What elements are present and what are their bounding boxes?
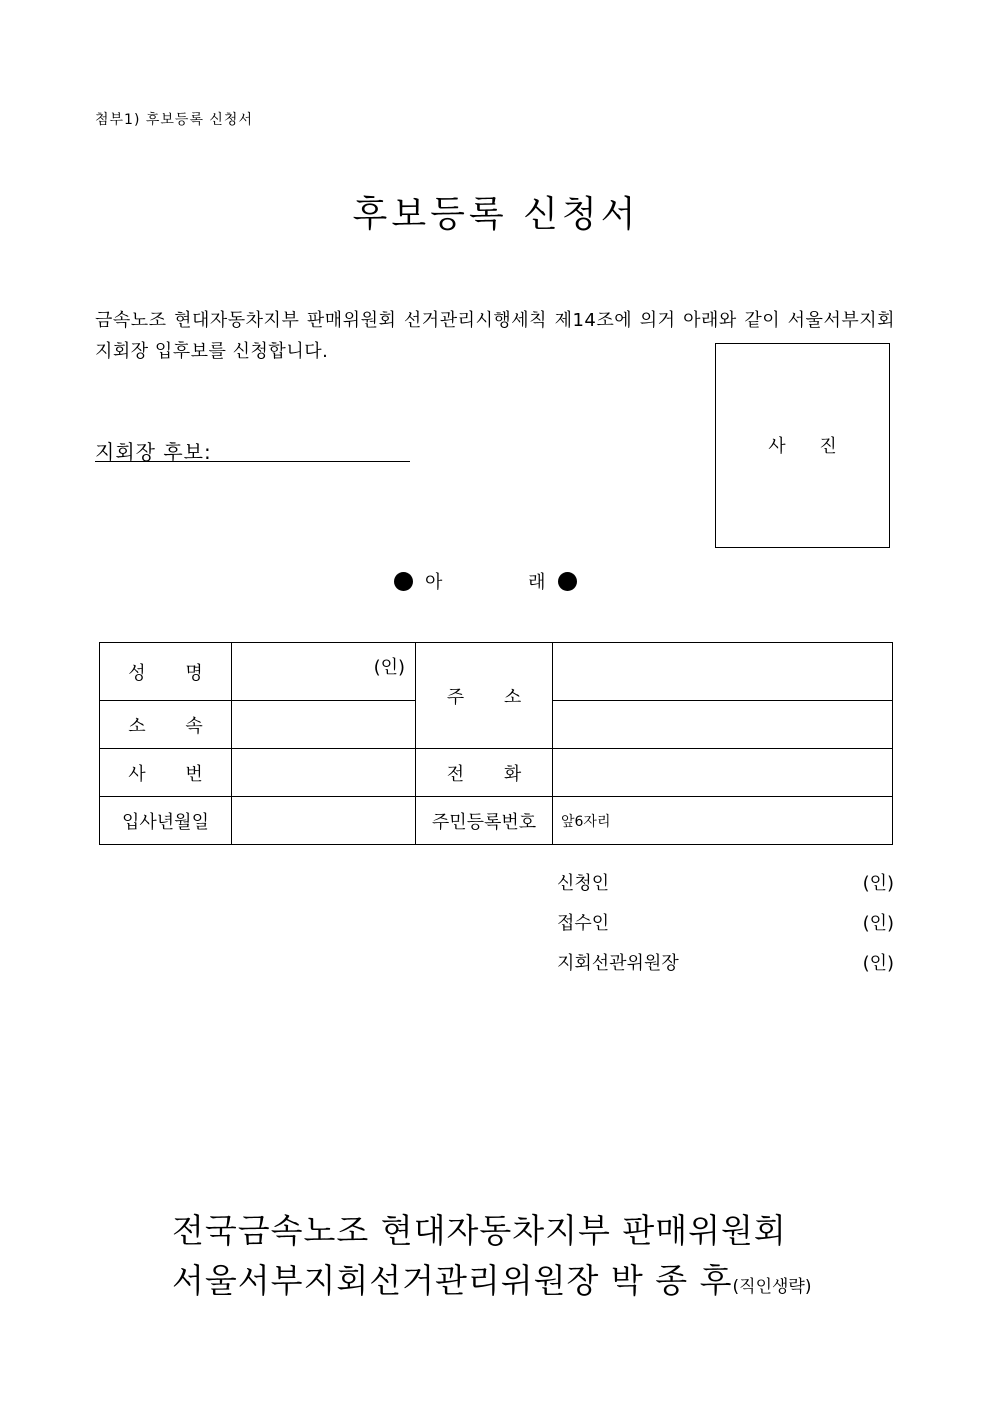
resident-no-label: 주민등록번호 [416, 797, 553, 845]
name-label: 성 명 [100, 643, 232, 701]
candidate-label: 지회장 후보: [95, 440, 212, 464]
bullet-dot-icon [558, 572, 577, 591]
footer-org-line: 전국금속노조 현대자동차지부 판매위원회 [172, 1211, 787, 1250]
candidate-info-table [99, 642, 893, 845]
table-row [100, 643, 893, 701]
signature-seal: (인) [862, 953, 894, 974]
name-field[interactable] [232, 643, 416, 701]
table-row [100, 797, 893, 845]
signature-label: 신청인 [557, 873, 610, 894]
notice-label: 아 래 [425, 572, 546, 593]
photo-label: 사 진 [768, 436, 837, 457]
document-title: 후보등록 신청서 [352, 194, 640, 235]
notice-heading [394, 568, 577, 594]
signature-label: 지회선관위원장 [557, 953, 679, 974]
signature-seal: (인) [862, 913, 894, 934]
table-row [100, 749, 893, 797]
signature-row-chairman [557, 949, 894, 975]
candidate-name-line[interactable] [95, 461, 410, 462]
resident-no-field[interactable] [553, 797, 893, 845]
attachment-label: 첨부1) 후보등록 신청서 [95, 112, 253, 128]
employee-no-field[interactable] [232, 749, 416, 797]
footer-chairman-text: 서울서부지회선거관리위원장 박 종 후 [172, 1261, 733, 1300]
resident-no-note: 앞6자리 [561, 813, 611, 830]
address-field-1[interactable] [553, 643, 893, 701]
employee-no-label: 사 번 [100, 749, 232, 797]
footer-seal-note: (직인생략) [732, 1277, 812, 1297]
signature-seal: (인) [862, 873, 894, 894]
phone-label: 전 화 [416, 749, 553, 797]
name-seal: (인) [373, 657, 405, 678]
address-field-2[interactable] [553, 701, 893, 749]
affiliation-field[interactable] [232, 701, 416, 749]
affiliation-label: 소 속 [100, 701, 232, 749]
join-date-field[interactable] [232, 797, 416, 845]
bullet-dot-icon [394, 572, 413, 591]
signature-row-applicant [557, 869, 894, 895]
join-date-label: 입사년월일 [100, 797, 232, 845]
footer-chairman-line [172, 1255, 811, 1302]
photo-box[interactable] [715, 343, 890, 548]
phone-field[interactable] [553, 749, 893, 797]
address-label: 주 소 [416, 643, 553, 749]
signature-row-receiver [557, 909, 894, 935]
intro-paragraph: 금속노조 현대자동차지부 판매위원회 선거관리시행세칙 제14조에 의거 아래와 같이 서울서부지회 지회장 입후보를 신청합니다. [95, 310, 895, 362]
signature-label: 접수인 [557, 913, 610, 934]
